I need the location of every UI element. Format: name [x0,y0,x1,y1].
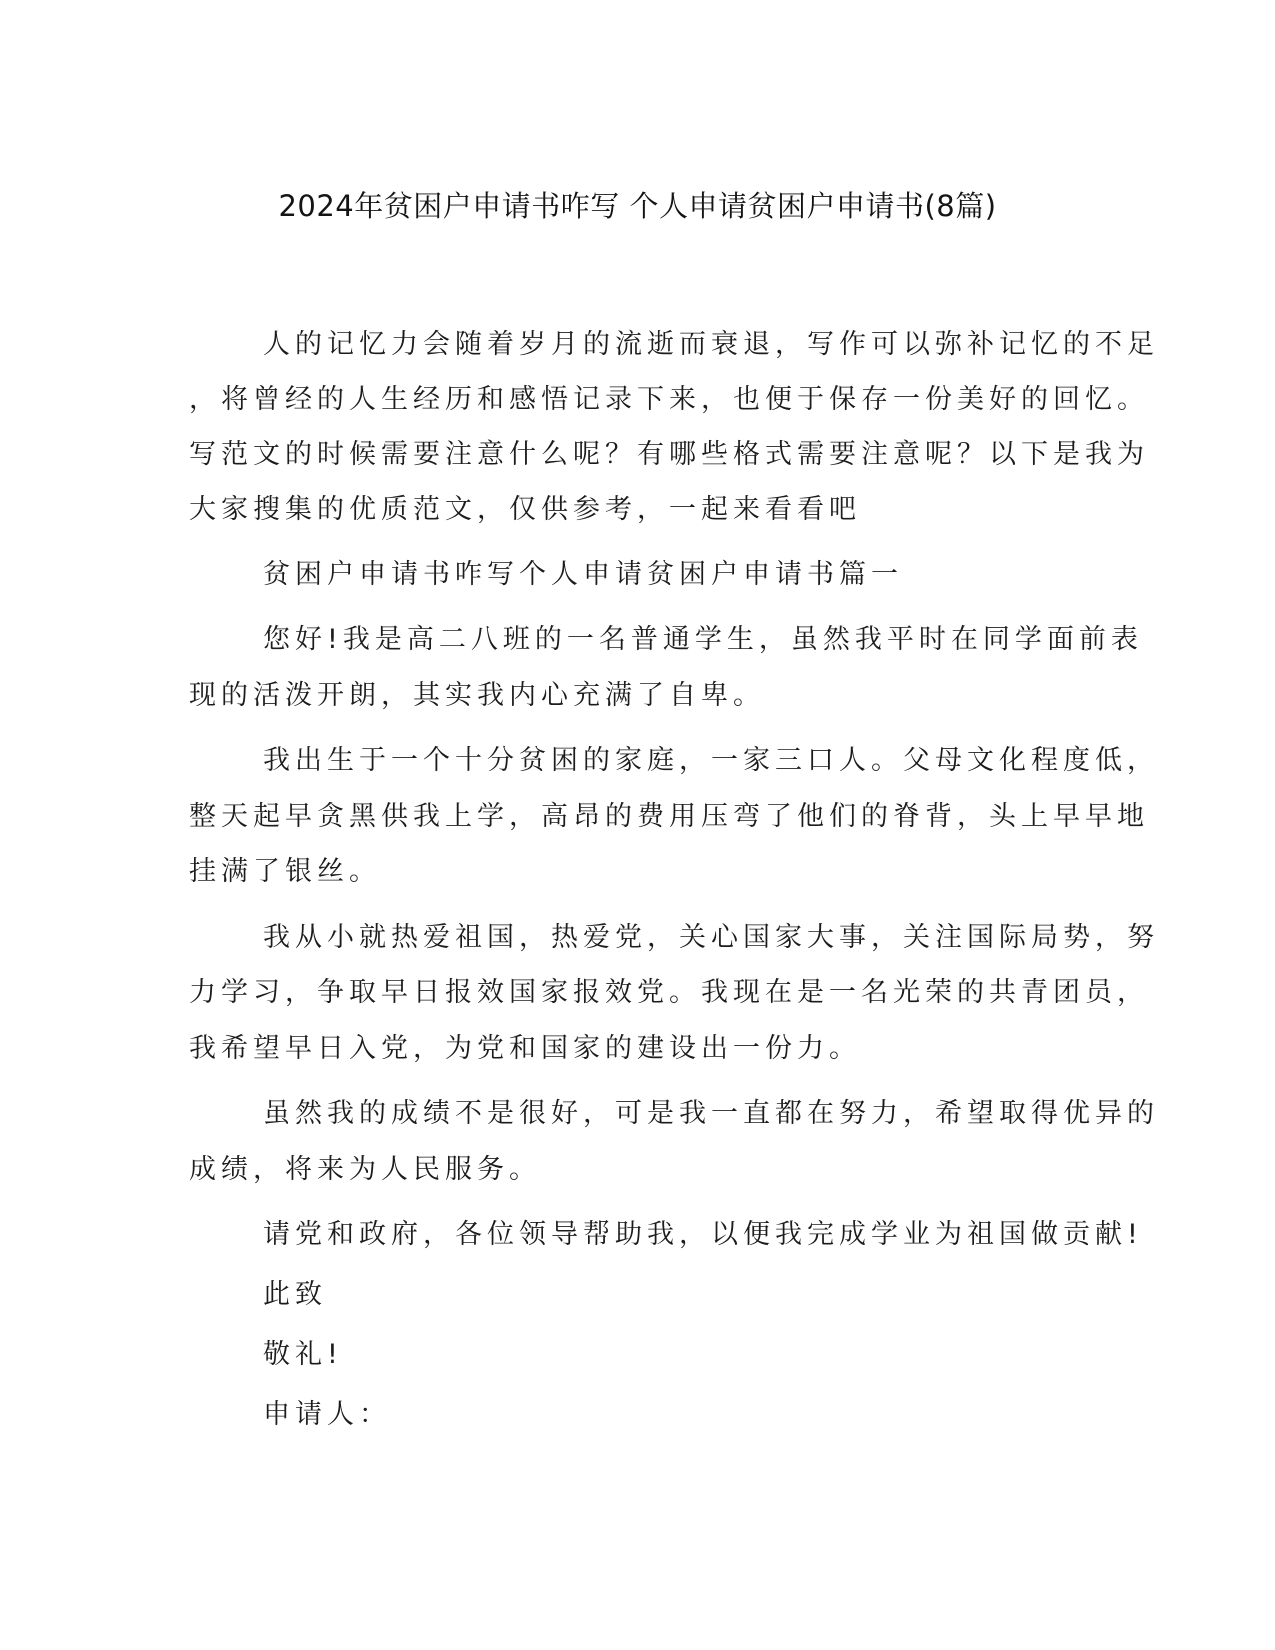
paragraph1-line-1: 您好!我是高二八班的一名普通学生，虽然我平时在同学面前表 [263,624,1143,655]
intro-line-4: 大家搜集的优质范文，仅供参考，一起来看看吧 [189,494,861,525]
paragraph2-line-2: 整天起早贪黑供我上学，高昂的费用压弯了他们的脊背，头上早早地 [189,801,1149,832]
paragraph4-line-1: 虽然我的成绩不是很好，可是我一直都在努力，希望取得优异的 [263,1098,1159,1129]
closing-line: 此致 [263,1279,327,1310]
paragraph4-line-2: 成绩，将来为人民服务。 [189,1154,541,1185]
paragraph3-line-2: 力学习，争取早日报效国家报效党。我现在是一名光荣的共青团员， [189,977,1149,1008]
request-line: 请党和政府，各位领导帮助我，以便我完成学业为祖国做贡献! [263,1219,1143,1250]
paragraph3-line-1: 我从小就热爱祖国，热爱党，关心国家大事，关注国际局势，努 [263,922,1159,953]
intro-line-1: 人的记忆力会随着岁月的流逝而衰退，写作可以弥补记忆的不足 [263,329,1159,360]
paragraph1-line-2: 现的活泼开朗，其实我内心充满了自卑。 [189,680,765,711]
paragraph2-line-1: 我出生于一个十分贫困的家庭，一家三口人。父母文化程度低， [263,745,1159,776]
document-title: 2024年贫困户申请书咋写 个人申请贫困户申请书(8篇) [278,189,997,223]
salutation-line: 敬礼! [263,1339,343,1370]
intro-line-2: ，将曾经的人生经历和感悟记录下来，也便于保存一份美好的回忆。 [189,384,1149,415]
paragraph3-line-3: 我希望早日入党，为党和国家的建设出一份力。 [189,1033,861,1064]
paragraph2-line-3: 挂满了银丝。 [189,856,381,887]
applicant-label: 申请人： [263,1399,391,1430]
section-heading: 贫困户申请书咋写个人申请贫困户申请书篇一 [263,559,903,590]
intro-line-3: 写范文的时候需要注意什么呢？有哪些格式需要注意呢？以下是我为 [189,439,1149,470]
